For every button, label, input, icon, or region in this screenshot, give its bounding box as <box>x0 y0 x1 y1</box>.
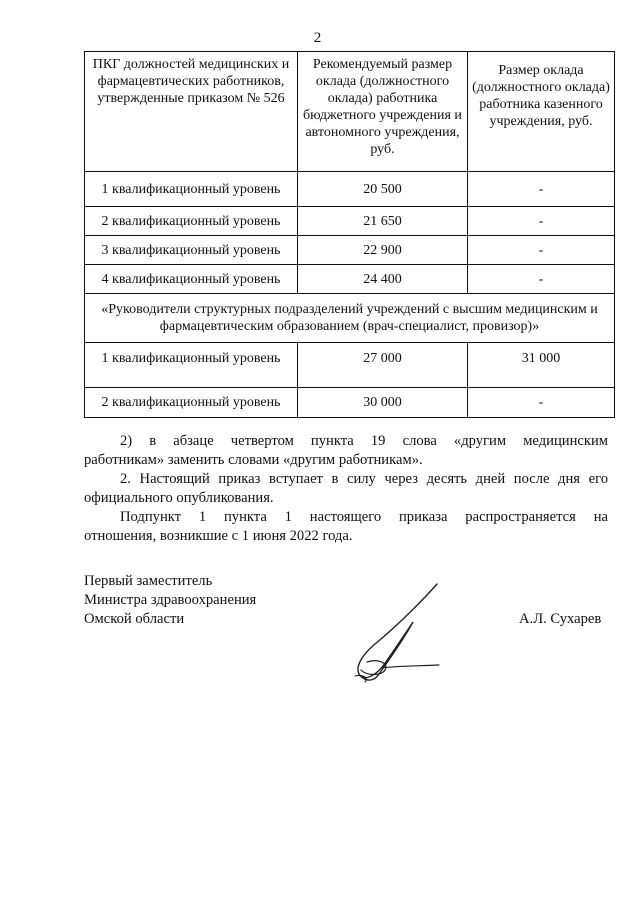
budget-salary-cell: 24 400 <box>298 265 468 294</box>
budget-salary-cell: 30 000 <box>298 388 468 418</box>
table-row <box>85 172 615 207</box>
table-row <box>85 207 615 236</box>
signatory-title-line-1: Первый заместитель <box>84 573 213 589</box>
header-budget-salary: Рекомендуемый размер оклада (должностного оклада) работника бюджетного учреждения и автономного учреждения, руб. <box>298 52 468 172</box>
level-cell: 2 квалификационный уровень <box>85 207 298 236</box>
paragraph-3-line-1: Подпункт 1 пункта 1 настоящего приказа распространяется на <box>120 509 608 525</box>
level-cell: 3 квалификационный уровень <box>85 236 298 265</box>
level-cell: 1 квалификационный уровень <box>85 172 298 207</box>
level-cell: 1 квалификационный уровень <box>85 343 298 388</box>
signatory-name: А.Л. Сухарев <box>519 611 602 627</box>
table-row <box>85 388 615 418</box>
paragraph-2-line-1: 2. Настоящий приказ вступает в силу через десять дней после дня его <box>120 471 608 487</box>
section-row <box>85 294 615 343</box>
table-row <box>85 236 615 265</box>
header-pkg: ПКГ должностей медицинских и фармацевтических работников, утвержденные приказом № 526 <box>85 52 298 172</box>
header-state-salary: Размер оклада (должностного оклада) работника казенного учреждения, руб. <box>468 52 615 172</box>
state-salary-cell: - <box>468 236 615 265</box>
table-header-row <box>85 52 615 172</box>
budget-salary-cell: 22 900 <box>298 236 468 265</box>
state-salary-cell: - <box>468 207 615 236</box>
section-title: «Руководители структурных подразделений учреждений с высшим медицинским и фармацевтическим образованием (врач-специалист, провизор)» <box>85 294 615 343</box>
salary-table <box>84 51 615 418</box>
handwritten-signature <box>345 578 445 688</box>
page-number: 2 <box>313 30 322 46</box>
level-cell: 4 квалификационный уровень <box>85 265 298 294</box>
budget-salary-cell: 21 650 <box>298 207 468 236</box>
signatory-title-line-2: Министра здравоохранения <box>84 592 257 608</box>
state-salary-cell: - <box>468 172 615 207</box>
level-cell: 2 квалификационный уровень <box>85 388 298 418</box>
paragraph-1-line-2: работникам» заменить словами «другим работникам». <box>84 452 423 468</box>
paragraph-2-line-2: официального опубликования. <box>84 490 274 506</box>
paragraph-1-line-1: 2) в абзаце четвертом пункта 19 слова «другим медицинским <box>120 433 608 449</box>
paragraph-3-line-2: отношения, возникшие с 1 июня 2022 года. <box>84 528 353 544</box>
table-row <box>85 343 615 388</box>
signatory-title-line-3: Омской области <box>84 611 185 627</box>
budget-salary-cell: 27 000 <box>298 343 468 388</box>
table-row <box>85 265 615 294</box>
state-salary-cell: 31 000 <box>468 343 615 388</box>
state-salary-cell: - <box>468 388 615 418</box>
budget-salary-cell: 20 500 <box>298 172 468 207</box>
state-salary-cell: - <box>468 265 615 294</box>
